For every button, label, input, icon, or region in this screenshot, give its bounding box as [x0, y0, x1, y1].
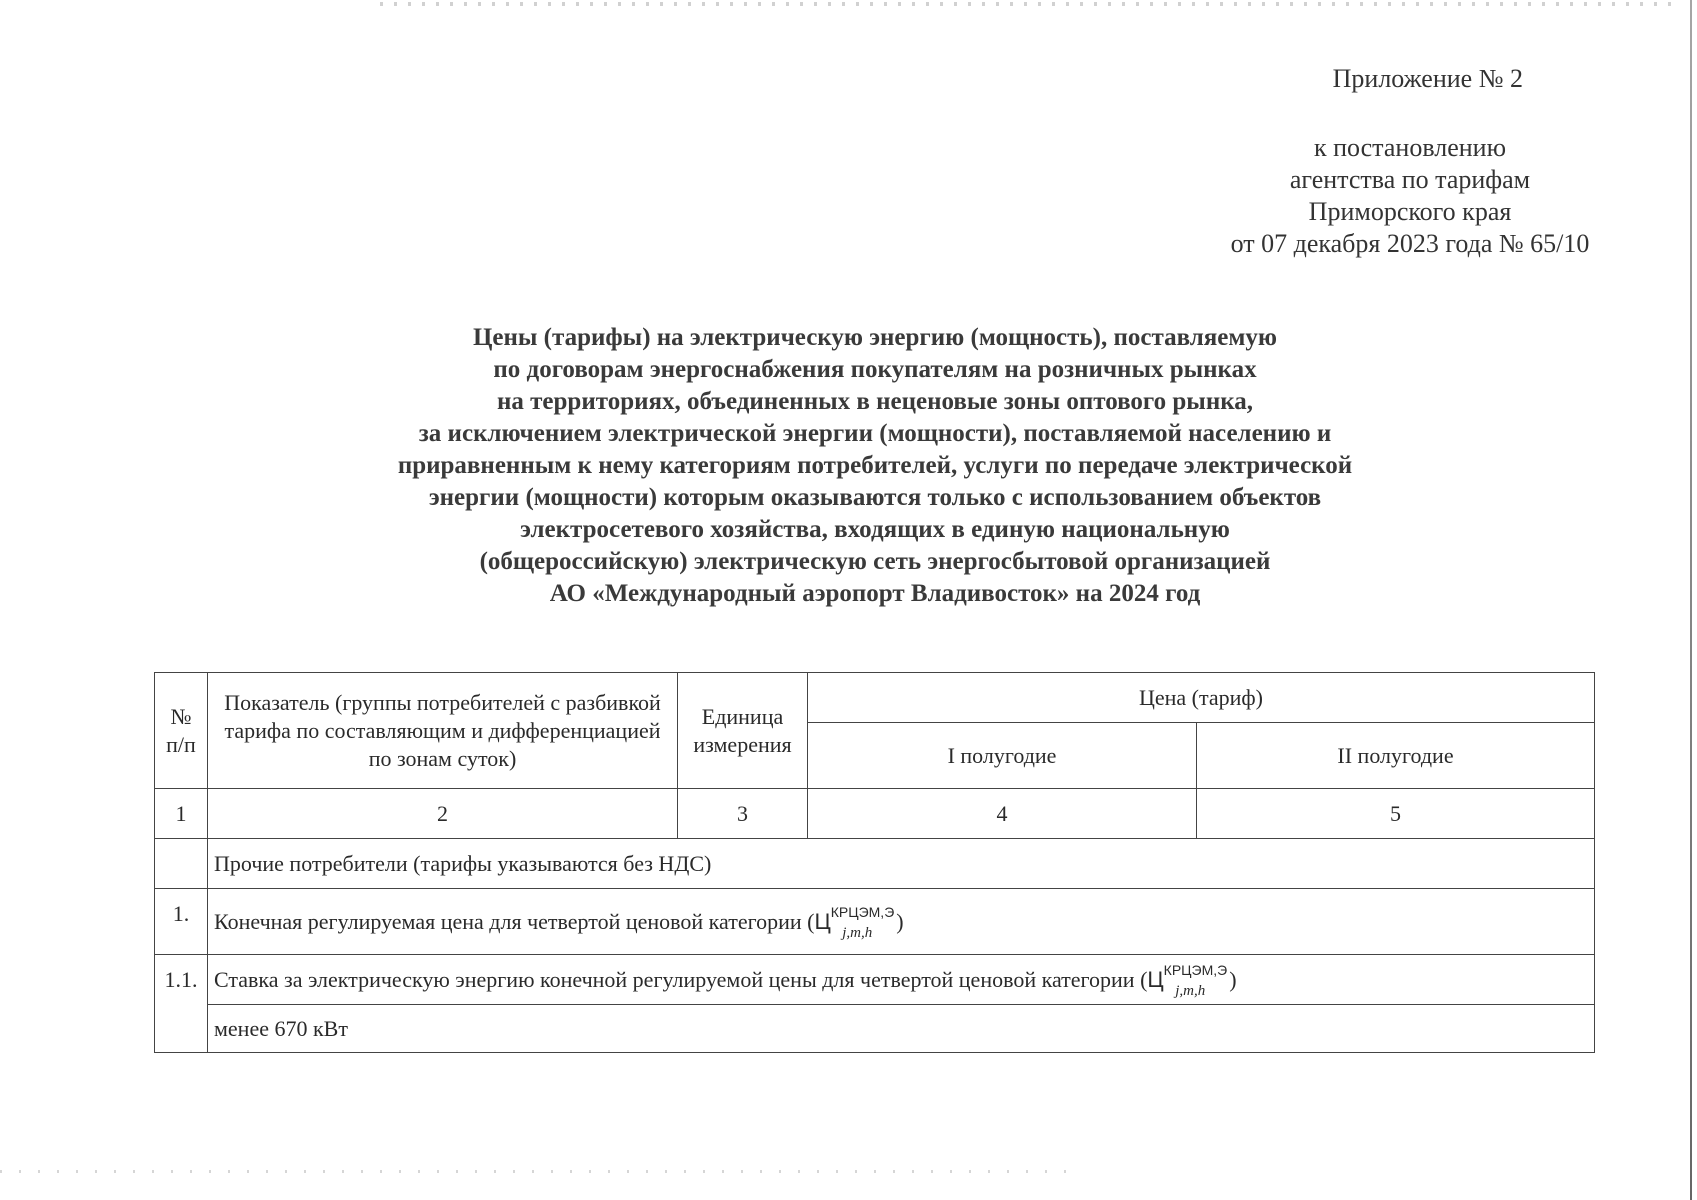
scan-edge-bottom [0, 1170, 1080, 1173]
tariff-table [154, 672, 1595, 1053]
title-line: (общероссийскую) электрическую сеть энергосбытовой организацией [479, 548, 1271, 575]
header-num-line2: п/п [166, 731, 196, 757]
header-half2: II полугодие [1197, 723, 1595, 789]
price-subscript: j,m,h [1175, 982, 1206, 999]
approval-line: Приморского края [1308, 197, 1512, 226]
row-label: Конечная регулируемая цена для четвертой ценовой категории ( [214, 908, 815, 934]
row-label: Ставка за электрическую энергию конечной регулируемой цены для четвертой ценовой категории ( [214, 966, 1148, 992]
row-text [208, 955, 1595, 1005]
header-num-line1: № [170, 703, 192, 729]
title-line: АО «Международный аэропорт Владивосток» на 2024 год [549, 580, 1201, 607]
price-superscript: КРЦЭМ,Э [830, 903, 895, 920]
title-line: приравненным к нему категориям потребителей, услуги по передаче электрической [397, 452, 1353, 479]
header-half1: I полугодие [808, 723, 1197, 789]
table-row [155, 955, 1595, 1005]
price-symbol: Ц [814, 908, 831, 934]
row-text: Прочие потребители (тарифы указываются без НДС) [208, 839, 1595, 889]
title-line: на территориях, объединенных в неценовые зоны оптового рынка, [497, 388, 1253, 415]
column-number: 2 [208, 789, 678, 839]
column-number: 1 [155, 789, 208, 839]
closing-paren: ) [896, 908, 904, 934]
title-line: Цены (тарифы) на электрическую энергию (мощность), поставляемую [472, 324, 1278, 351]
column-number: 5 [1197, 789, 1595, 839]
title-line: электросетевого хозяйства, входящих в единую национальную [520, 516, 1230, 543]
appendix-label: Приложение № 2 [1332, 64, 1523, 93]
price-superscript: КРЦЭМ,Э [1163, 961, 1228, 978]
price-subscript: j,m,h [842, 924, 873, 941]
header-num [155, 673, 208, 789]
document-title [250, 322, 1500, 610]
approval-line: к постановлению [1313, 133, 1507, 162]
title-line: по договорам энергоснабжения покупателям на розничных рынках [493, 356, 1257, 383]
scan-edge-right [1690, 0, 1692, 1200]
column-number: 4 [808, 789, 1197, 839]
row-text: менее 670 кВт [208, 1005, 1595, 1053]
title-line: за исключением электрической энергии (мощности), поставляемой населению и [418, 420, 1332, 447]
approval-block [1210, 132, 1610, 260]
header-unit: Единица измерения [678, 673, 808, 789]
title-line: энергии (мощности) которым оказываются только с использованием объектов [428, 484, 1322, 511]
row-num [155, 839, 208, 889]
price-symbol: Ц [1147, 966, 1164, 992]
approval-line: от 07 декабря 2023 года № 65/10 [1230, 229, 1590, 258]
row-text [208, 889, 1595, 955]
header-indicator: Показатель (группы потребителей с разбивкой тарифа по составляющим и дифференциацией по зонам суток) [208, 673, 678, 789]
row-num: 1. [155, 889, 208, 955]
header-price: Цена (тариф) [808, 673, 1595, 723]
table-row [155, 839, 1595, 889]
row-num: 1.1. [155, 955, 208, 1053]
approval-line: агентства по тарифам [1289, 165, 1531, 194]
table-row [155, 1005, 1595, 1053]
closing-paren: ) [1229, 966, 1237, 992]
column-number: 3 [678, 789, 808, 839]
table-row [155, 889, 1595, 955]
scan-edge-top [380, 2, 1680, 6]
